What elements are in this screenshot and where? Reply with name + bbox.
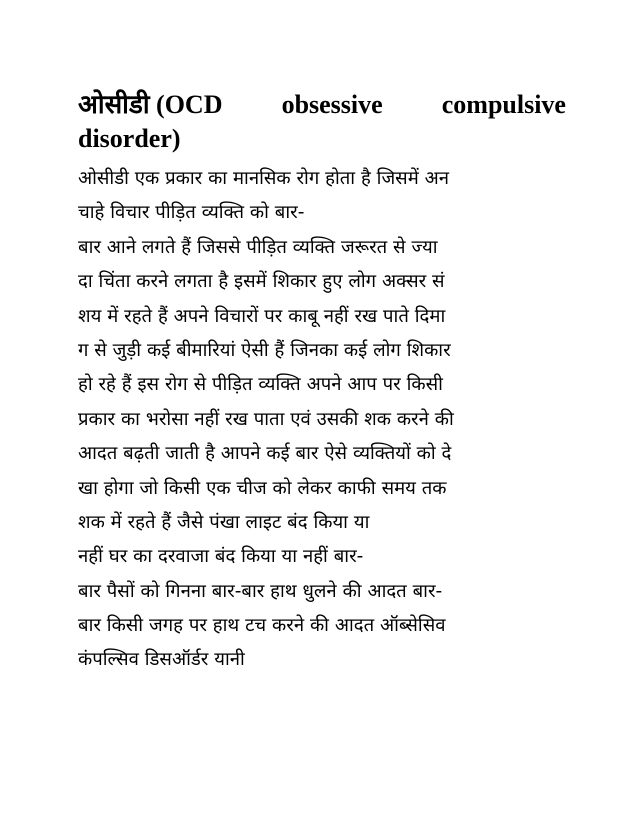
body-line: शक में रहते हैं जैसे पंखा लाइट बंद किया या bbox=[78, 511, 370, 533]
document-page bbox=[78, 88, 566, 678]
body-line: कंपल्सिव डिसऑर्डर यानी bbox=[78, 649, 245, 671]
body-line: दा चिंता करने लगता है इसमें शिकार हुए लोग अक्सर सं bbox=[78, 271, 445, 293]
body-line: हो रहे हैं इस रोग से पीड़ित व्यक्ति अपने आप पर किसी bbox=[78, 374, 443, 396]
body-line: चाहे विचार पीड़ित व्यक्ति को बार- bbox=[78, 202, 305, 224]
heading-line-2: disorder) bbox=[78, 124, 181, 153]
body-line: बार पैसों को गिनना बार-बार हाथ धुलने की आदत बार- bbox=[78, 580, 443, 602]
heading-line-1 bbox=[78, 88, 566, 122]
body-line: शय में रहते हैं अपने विचारों पर काबू नहीं रख पाते दिमा bbox=[78, 305, 446, 327]
heading-word: compulsive bbox=[441, 90, 566, 119]
heading-word: obsessive bbox=[281, 90, 383, 119]
body-line: ओसीडी एक प्रकार का मानसिक रोग होता है जिसमें अन bbox=[78, 168, 450, 189]
body-line: आदत बढ़ती जाती है आपने कई बार ऐसे व्यक्तियों को दे bbox=[78, 443, 452, 465]
heading-word: ओसीडी (OCD bbox=[78, 90, 223, 119]
body-line: ग से जुड़ी कई बीमारियां ऐसी हैं जिनका कई लोग शिकार bbox=[78, 339, 451, 361]
body-line: प्रकार का भरोसा नहीं रख पाता एवं उसकी शक करने की bbox=[78, 408, 454, 430]
body-line: नहीं घर का दरवाजा बंद किया या नहीं बार- bbox=[78, 546, 364, 568]
body-line: खा होगा जो किसी एक चीज को लेकर काफी समय तक bbox=[78, 477, 447, 499]
body-paragraph bbox=[78, 162, 566, 678]
body-line: बार किसी जगह पर हाथ टच करने की आदत ऑब्सेसिव bbox=[78, 615, 446, 637]
body-line: बार आने लगते हैं जिससे पीड़ित व्यक्ति जरूरत से ज्या bbox=[78, 236, 438, 258]
document-heading bbox=[78, 88, 566, 156]
